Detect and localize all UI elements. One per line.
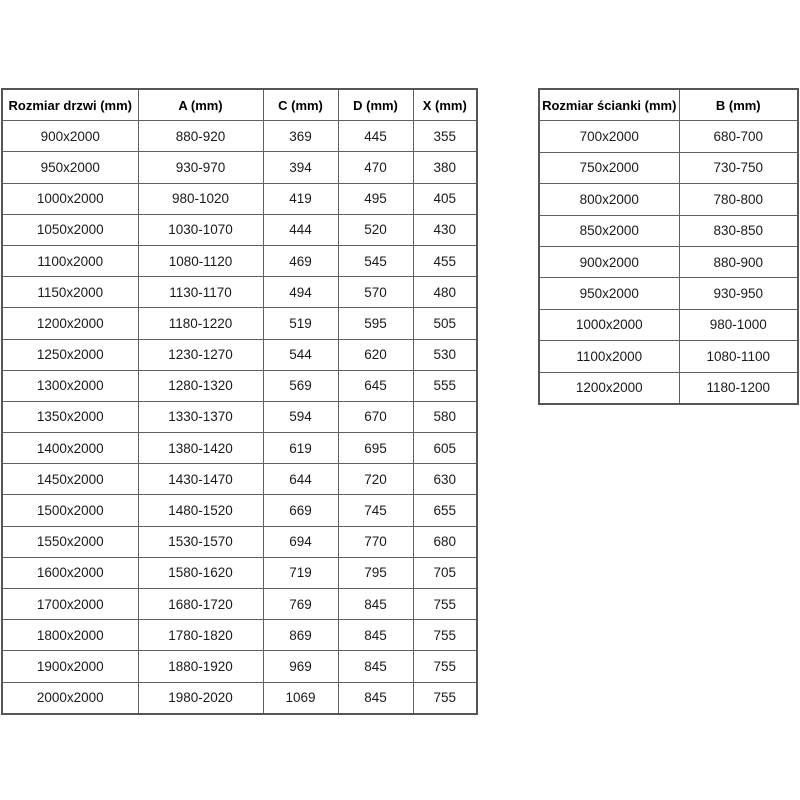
table-cell: 1080-1100: [679, 341, 798, 372]
table-cell: 745: [338, 495, 413, 526]
table-cell: 1200x2000: [2, 308, 138, 339]
table-cell: 2000x2000: [2, 682, 138, 714]
table-row: [2, 495, 477, 526]
table-cell: 1330-1370: [138, 401, 263, 432]
table-cell: 730-750: [679, 152, 798, 183]
table-cell: 795: [338, 557, 413, 588]
table-cell: 620: [338, 339, 413, 370]
table-cell: 1350x2000: [2, 401, 138, 432]
table-cell: 845: [338, 620, 413, 651]
table-cell: 405: [413, 183, 477, 214]
table-cell: 570: [338, 277, 413, 308]
table-cell: 1450x2000: [2, 464, 138, 495]
table-row: [2, 152, 477, 183]
table-cell: 1100x2000: [2, 245, 138, 276]
table-cell: 850x2000: [539, 215, 679, 246]
table-cell: 1250x2000: [2, 339, 138, 370]
table-row: [2, 433, 477, 464]
table-row: [2, 245, 477, 276]
table-row: [539, 278, 798, 309]
table-row: [539, 372, 798, 404]
table-cell: 845: [338, 651, 413, 682]
table-row: [2, 370, 477, 401]
door-table-header-row: [2, 89, 477, 121]
table-cell: 1800x2000: [2, 620, 138, 651]
table-row: [2, 557, 477, 588]
table-cell: 880-900: [679, 246, 798, 277]
table-cell: 900x2000: [539, 246, 679, 277]
table-cell: 1700x2000: [2, 589, 138, 620]
table-row: [2, 401, 477, 432]
table-cell: 900x2000: [2, 121, 138, 152]
wall-table-body: [539, 121, 798, 404]
table-row: [2, 620, 477, 651]
door-table-body: [2, 121, 477, 714]
table-cell: 680: [413, 526, 477, 557]
table-cell: 755: [413, 620, 477, 651]
table-cell: 380: [413, 152, 477, 183]
table-cell: 1030-1070: [138, 214, 263, 245]
table-row: [539, 215, 798, 246]
table-row: [539, 121, 798, 152]
table-cell: 394: [263, 152, 338, 183]
table-cell: 1900x2000: [2, 651, 138, 682]
door-size-table: [1, 88, 478, 715]
table-cell: 445: [338, 121, 413, 152]
table-cell: 930-970: [138, 152, 263, 183]
table-cell: 1780-1820: [138, 620, 263, 651]
table-cell: 1430-1470: [138, 464, 263, 495]
door-table-header-size: Rozmiar drzwi (mm): [2, 89, 138, 121]
table-cell: 845: [338, 682, 413, 714]
table-cell: 1680-1720: [138, 589, 263, 620]
table-row: [2, 121, 477, 152]
table-cell: 1069: [263, 682, 338, 714]
wall-table-header-row: [539, 89, 798, 121]
table-cell: 519: [263, 308, 338, 339]
table-cell: 969: [263, 651, 338, 682]
table-cell: 755: [413, 589, 477, 620]
door-table-header-d: D (mm): [338, 89, 413, 121]
table-cell: 430: [413, 214, 477, 245]
wall-size-table: [538, 88, 799, 405]
table-cell: 1230-1270: [138, 339, 263, 370]
table-cell: 769: [263, 589, 338, 620]
table-cell: 1150x2000: [2, 277, 138, 308]
table-cell: 720: [338, 464, 413, 495]
table-row: [539, 309, 798, 340]
table-row: [539, 184, 798, 215]
table-cell: 1130-1170: [138, 277, 263, 308]
table-cell: 845: [338, 589, 413, 620]
table-cell: 480: [413, 277, 477, 308]
table-cell: 645: [338, 370, 413, 401]
table-cell: 469: [263, 245, 338, 276]
table-cell: 950x2000: [2, 152, 138, 183]
table-row: [539, 152, 798, 183]
table-cell: 530: [413, 339, 477, 370]
table-cell: 594: [263, 401, 338, 432]
table-cell: 1880-1920: [138, 651, 263, 682]
table-cell: 1200x2000: [539, 372, 679, 404]
table-row: [2, 339, 477, 370]
table-row: [539, 246, 798, 277]
table-cell: 980-1020: [138, 183, 263, 214]
table-cell: 580: [413, 401, 477, 432]
table-cell: 1080-1120: [138, 245, 263, 276]
table-cell: 695: [338, 433, 413, 464]
table-row: [2, 183, 477, 214]
table-cell: 355: [413, 121, 477, 152]
table-cell: 830-850: [679, 215, 798, 246]
table-row: [2, 277, 477, 308]
table-cell: 619: [263, 433, 338, 464]
table-cell: 705: [413, 557, 477, 588]
table-cell: 930-950: [679, 278, 798, 309]
table-cell: 750x2000: [539, 152, 679, 183]
table-cell: 1050x2000: [2, 214, 138, 245]
table-cell: 880-920: [138, 121, 263, 152]
table-cell: 505: [413, 308, 477, 339]
table-cell: 780-800: [679, 184, 798, 215]
table-cell: 755: [413, 651, 477, 682]
table-cell: 1580-1620: [138, 557, 263, 588]
table-cell: 1500x2000: [2, 495, 138, 526]
table-cell: 1180-1200: [679, 372, 798, 404]
table-cell: 670: [338, 401, 413, 432]
table-row: [2, 526, 477, 557]
table-cell: 1600x2000: [2, 557, 138, 588]
table-cell: 495: [338, 183, 413, 214]
table-row: [2, 308, 477, 339]
table-row: [2, 214, 477, 245]
table-cell: 755: [413, 682, 477, 714]
table-cell: 1000x2000: [539, 309, 679, 340]
table-cell: 800x2000: [539, 184, 679, 215]
table-row: [2, 682, 477, 714]
table-cell: 1100x2000: [539, 341, 679, 372]
table-cell: 680-700: [679, 121, 798, 152]
table-cell: 1000x2000: [2, 183, 138, 214]
table-cell: 869: [263, 620, 338, 651]
table-cell: 1300x2000: [2, 370, 138, 401]
table-row: [2, 589, 477, 620]
table-cell: 655: [413, 495, 477, 526]
table-cell: 669: [263, 495, 338, 526]
table-cell: 544: [263, 339, 338, 370]
table-cell: 719: [263, 557, 338, 588]
table-cell: 444: [263, 214, 338, 245]
table-cell: 980-1000: [679, 309, 798, 340]
table-cell: 595: [338, 308, 413, 339]
table-cell: 694: [263, 526, 338, 557]
table-cell: 1400x2000: [2, 433, 138, 464]
table-cell: 1530-1570: [138, 526, 263, 557]
door-table-header-c: C (mm): [263, 89, 338, 121]
table-cell: 644: [263, 464, 338, 495]
table-cell: 369: [263, 121, 338, 152]
table-cell: 1480-1520: [138, 495, 263, 526]
table-cell: 1280-1320: [138, 370, 263, 401]
table-cell: 1980-2020: [138, 682, 263, 714]
table-cell: 520: [338, 214, 413, 245]
table-cell: 700x2000: [539, 121, 679, 152]
table-cell: 630: [413, 464, 477, 495]
wall-table-header-b: B (mm): [679, 89, 798, 121]
table-row: [539, 341, 798, 372]
table-cell: 1180-1220: [138, 308, 263, 339]
table-cell: 605: [413, 433, 477, 464]
table-cell: 950x2000: [539, 278, 679, 309]
wall-table-header-size: Rozmiar ścianki (mm): [539, 89, 679, 121]
table-cell: 770: [338, 526, 413, 557]
table-cell: 494: [263, 277, 338, 308]
table-cell: 455: [413, 245, 477, 276]
table-cell: 1380-1420: [138, 433, 263, 464]
table-cell: 419: [263, 183, 338, 214]
table-cell: 555: [413, 370, 477, 401]
table-cell: 470: [338, 152, 413, 183]
table-cell: 545: [338, 245, 413, 276]
door-table-header-x: X (mm): [413, 89, 477, 121]
door-table-header-a: A (mm): [138, 89, 263, 121]
table-row: [2, 651, 477, 682]
table-row: [2, 464, 477, 495]
table-cell: 569: [263, 370, 338, 401]
table-cell: 1550x2000: [2, 526, 138, 557]
